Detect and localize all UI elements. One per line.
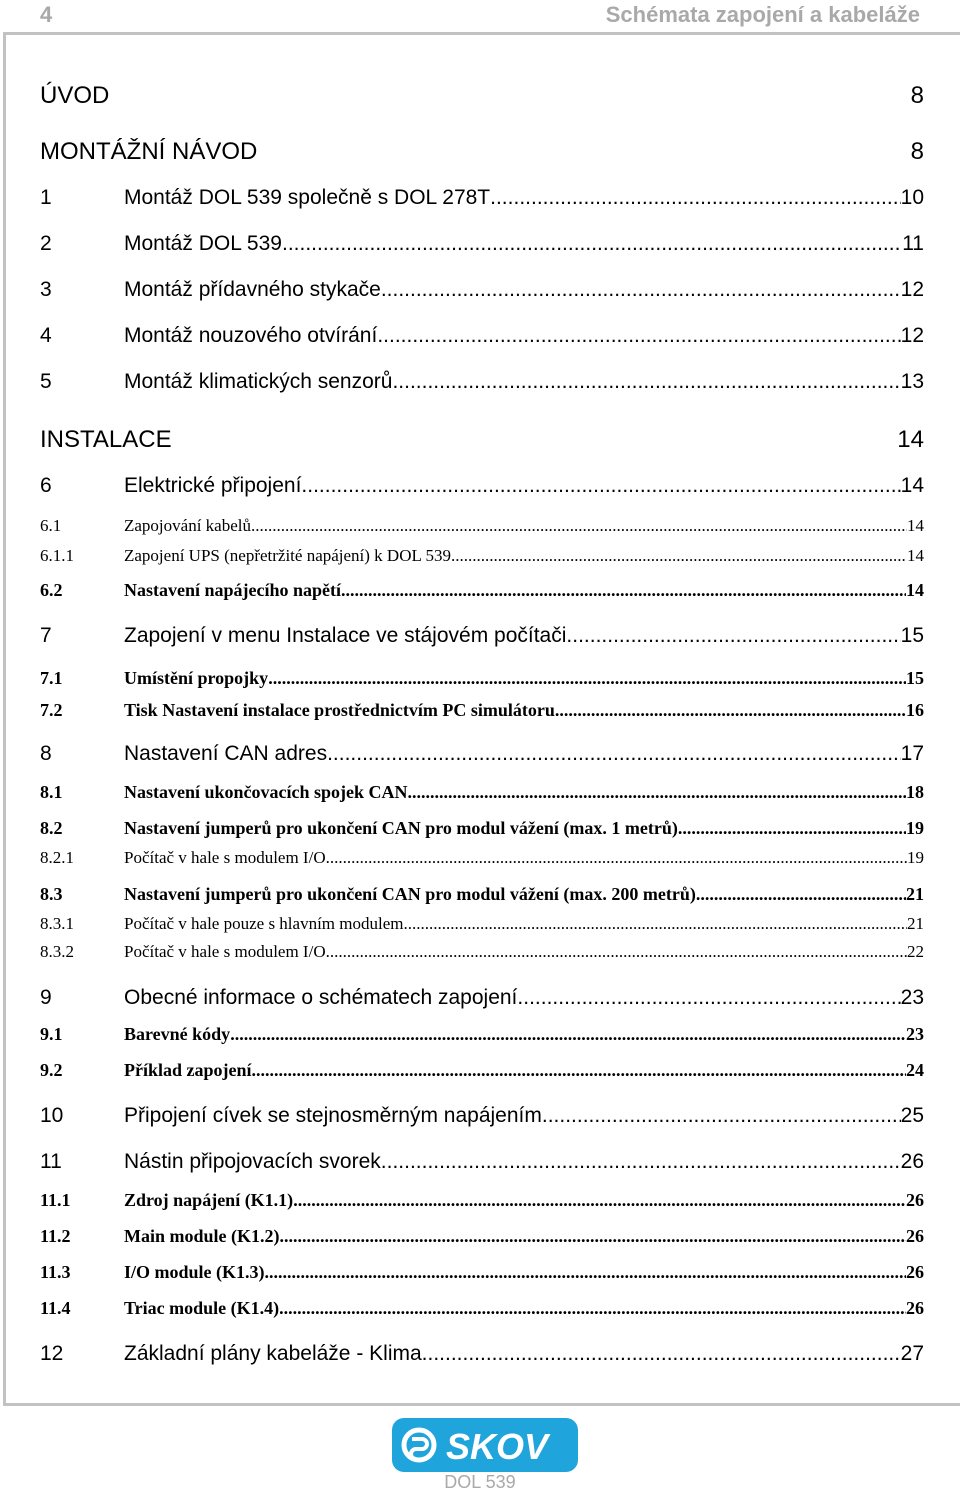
toc-entry[interactable]: [40, 742, 924, 766]
toc-entry-title: Triac module (K1.4): [124, 1298, 280, 1318]
toc-leader-dots: [251, 516, 907, 536]
toc-entry-number: 11: [40, 1150, 62, 1173]
toc-entry-title: Montáž klimatických senzorů: [124, 370, 393, 393]
toc-entry[interactable]: [40, 82, 924, 110]
toc-entry-title: MONTÁŽNÍ NÁVOD: [40, 138, 258, 165]
toc-entry[interactable]: [40, 782, 924, 803]
toc-entry[interactable]: [40, 324, 924, 348]
toc-entry-page: 8: [910, 82, 924, 109]
toc-entry[interactable]: [40, 624, 924, 648]
toc-entry[interactable]: [40, 426, 924, 454]
toc-leader-dots: [408, 782, 906, 803]
toc-entry-title: Nastavení jumperů pro ukončení CAN pro modul vážení (max. 1 metrů): [124, 818, 678, 838]
toc-entry-number: 8: [40, 742, 52, 765]
toc-entry-number: 6.1.1: [40, 546, 74, 565]
toc-entry-title: Základní plány kabeláže - Klima: [124, 1342, 422, 1365]
toc-entry-number: 4: [40, 324, 52, 347]
toc-entry-number: 7: [40, 624, 52, 647]
toc-entry-title: Nastavení napájecího napětí: [124, 580, 342, 600]
toc-entry[interactable]: [40, 278, 924, 302]
toc-entry-page: 16: [906, 700, 924, 720]
toc-entry-page: 23: [906, 1024, 924, 1044]
toc-leader-dots: [341, 580, 906, 601]
toc-entry[interactable]: [40, 1150, 924, 1174]
skov-logo: [392, 1418, 578, 1472]
toc-entry-title: Připojení cívek se stejnosměrným napájením: [124, 1104, 542, 1127]
toc-leader-dots: [252, 1060, 906, 1081]
toc-leader-dots: [280, 1226, 907, 1247]
toc-entry-title: Obecné informace o schématech zapojení: [124, 986, 518, 1009]
toc-entry-number: 8.2: [40, 818, 63, 838]
toc-leader-dots: [230, 1024, 906, 1045]
toc-leader-dots: [301, 474, 900, 498]
toc-entry-title: Montáž DOL 539: [124, 232, 282, 255]
toc-entry[interactable]: [40, 1024, 924, 1045]
toc-entry-title: Zapojování kabelů: [124, 516, 251, 535]
toc-entry-page: 22: [907, 942, 924, 961]
toc-entry-number: 9: [40, 986, 52, 1009]
toc-entry-title: Počítač v hale pouze s hlavním modulem: [124, 914, 404, 933]
toc-entry-number: 7.2: [40, 700, 63, 720]
toc-entry-page: 14: [907, 516, 924, 535]
toc-entry-page: 27: [900, 1342, 924, 1365]
toc-entry-title: Počítač v hale s modulem I/O: [124, 848, 326, 867]
toc-entry[interactable]: [40, 1226, 924, 1247]
toc-entry[interactable]: [40, 232, 924, 256]
toc-leader-dots: [326, 942, 907, 962]
toc-entry-number: 7.1: [40, 668, 63, 688]
toc-leader-dots: [381, 1150, 901, 1174]
toc-entry-page: 23: [900, 986, 924, 1009]
toc-entry-page: 21: [906, 884, 924, 904]
toc-entry-number: 8.1: [40, 782, 63, 802]
toc-entry-number: 3: [40, 278, 52, 301]
toc-entry-number: 11.1: [40, 1190, 71, 1210]
toc-entry[interactable]: [40, 1342, 924, 1366]
toc-entry[interactable]: [40, 516, 924, 536]
toc-entry-title: Montáž DOL 539 společně s DOL 278T: [124, 186, 491, 209]
toc-leader-dots: [451, 546, 907, 566]
toc-entry-number: 8.3.1: [40, 914, 74, 933]
toc-entry-page: 8: [910, 138, 924, 165]
toc-entry-page: 14: [907, 546, 924, 565]
toc-entry-page: 24: [906, 1060, 924, 1080]
toc-entry-title: Montáž přídavného stykače: [124, 278, 381, 301]
toc-entry-number: 6: [40, 474, 52, 497]
toc-entry-page: 21: [907, 914, 924, 933]
toc-entry[interactable]: [40, 700, 924, 721]
toc-entry-page: 13: [900, 370, 924, 393]
toc-entry[interactable]: [40, 1190, 924, 1211]
chapter-title: Schémata zapojení a kabeláže: [605, 2, 920, 27]
toc-entry-title: Nastavení jumperů pro ukončení CAN pro modul vážení (max. 200 metrů): [124, 884, 696, 904]
toc-entry-number: 1: [40, 186, 52, 209]
toc-leader-dots: [422, 1342, 901, 1366]
toc-entry-page: 26: [900, 1150, 924, 1173]
toc-entry-page: 14: [897, 426, 924, 453]
toc-entry[interactable]: [40, 580, 924, 601]
toc-entry-title: I/O module (K1.3): [124, 1262, 265, 1282]
toc-entry-title: INSTALACE: [40, 426, 172, 453]
toc-entry-page: 15: [906, 668, 924, 688]
toc-entry-page: 26: [906, 1262, 924, 1282]
toc-entry-page: 14: [906, 580, 924, 600]
toc-leader-dots: [566, 624, 900, 648]
toc-entry-page: 17: [900, 742, 924, 765]
toc-entry-title: Tisk Nastavení instalace prostřednictvím PC simulátoru: [124, 700, 555, 720]
toc-entry-page: 10: [900, 186, 924, 209]
toc-entry-page: 25: [900, 1104, 924, 1127]
toc-entry-title: Barevné kódy: [124, 1024, 231, 1044]
toc-entry[interactable]: [40, 668, 924, 689]
toc-entry-page: 18: [906, 782, 924, 802]
toc-entry-number: 6.2: [40, 580, 63, 600]
toc-leader-dots: [326, 848, 907, 868]
toc-entry-page: 12: [900, 324, 924, 347]
toc-entry-number: 10: [40, 1104, 64, 1127]
toc-entry-title: ÚVOD: [40, 82, 110, 109]
toc-leader-dots: [381, 278, 901, 302]
toc-leader-dots: [404, 914, 908, 934]
toc-entry[interactable]: [40, 848, 924, 868]
toc-entry[interactable]: [40, 986, 924, 1010]
toc-leader-dots: [265, 1262, 906, 1283]
toc-entry-number: 9.2: [40, 1060, 63, 1080]
toc-leader-dots: [678, 818, 906, 839]
toc-entry-title: Elektrické připojení: [124, 474, 302, 497]
toc-leader-dots: [279, 1298, 906, 1319]
toc-leader-dots: [392, 370, 900, 394]
toc-entry-title: Počítač v hale s modulem I/O: [124, 942, 326, 961]
toc-leader-dots: [696, 884, 906, 905]
toc-entry-number: 11.3: [40, 1262, 71, 1282]
toc-entry-number: 9.1: [40, 1024, 63, 1044]
toc-entry-page: 12: [900, 278, 924, 301]
toc-entry-page: 26: [906, 1298, 924, 1318]
toc-entry-title: Zapojení v menu Instalace ve stájovém počítači: [124, 624, 567, 647]
toc-leader-dots: [293, 1190, 906, 1211]
toc-entry[interactable]: [40, 914, 924, 934]
toc-entry-number: 8.3.2: [40, 942, 74, 961]
toc-entry[interactable]: [40, 942, 924, 962]
toc-leader-dots: [555, 700, 906, 721]
toc-entry-title: Zdroj napájení (K1.1): [124, 1190, 294, 1210]
toc-entry-page: 14: [900, 474, 924, 497]
toc-entry-number: 11.2: [40, 1226, 71, 1246]
toc-leader-dots: [517, 986, 900, 1010]
toc-entry-number: 8.3: [40, 884, 63, 904]
toc-entry-title: Nastavení ukončovacích spojek CAN: [124, 782, 408, 802]
toc-leader-dots: [268, 668, 906, 689]
toc-entry-page: 15: [900, 624, 924, 647]
toc-entry-number: 5: [40, 370, 52, 393]
toc-entry[interactable]: [40, 1060, 924, 1081]
toc-entry-title: Nastavení CAN adres: [124, 742, 328, 765]
toc-entry-number: 11.4: [40, 1298, 71, 1318]
toc-leader-dots: [542, 1104, 901, 1128]
toc-entry-number: 8.2.1: [40, 848, 74, 867]
toc-entry[interactable]: [40, 546, 924, 566]
toc-entry-number: 6.1: [40, 516, 62, 535]
toc-entry-title: Nástin připojovacích svorek: [124, 1150, 381, 1173]
toc-entry[interactable]: [40, 1104, 924, 1128]
toc-entry[interactable]: [40, 474, 924, 498]
toc-leader-dots: [377, 324, 900, 348]
toc-entry-page: 19: [906, 818, 924, 838]
toc-entry[interactable]: [40, 818, 924, 839]
product-code: DOL 539: [444, 1472, 516, 1492]
toc-entry-title: Montáž nouzového otvírání: [124, 324, 378, 347]
toc-leader-dots: [490, 186, 901, 210]
chapter-number: 4: [40, 2, 53, 27]
toc-leader-dots: [327, 742, 901, 766]
toc-entry-title: Main module (K1.2): [124, 1226, 280, 1246]
toc-entry[interactable]: [40, 138, 924, 166]
toc-leader-dots: [282, 232, 902, 256]
toc-entry-page: 26: [906, 1190, 924, 1210]
toc-entry-number: 12: [40, 1342, 64, 1365]
toc-entry-title: Zapojení UPS (nepřetržité napájení) k DOL 539: [124, 546, 451, 565]
toc-entry[interactable]: [40, 370, 924, 394]
toc-entry-page: 19: [907, 848, 924, 867]
toc-entry[interactable]: [40, 1298, 924, 1319]
logo-wordmark: SKOV: [446, 1426, 549, 1467]
toc-entry[interactable]: [40, 186, 924, 210]
toc-entry[interactable]: [40, 1262, 924, 1283]
toc-entry-title: Příklad zapojení: [124, 1060, 252, 1080]
toc-entry[interactable]: [40, 884, 924, 905]
toc-entry-title: Umístění propojky: [124, 668, 269, 688]
toc-entry-page: 26: [906, 1226, 924, 1246]
toc-entry-page: 11: [902, 232, 924, 255]
toc-entry-number: 2: [40, 232, 52, 255]
